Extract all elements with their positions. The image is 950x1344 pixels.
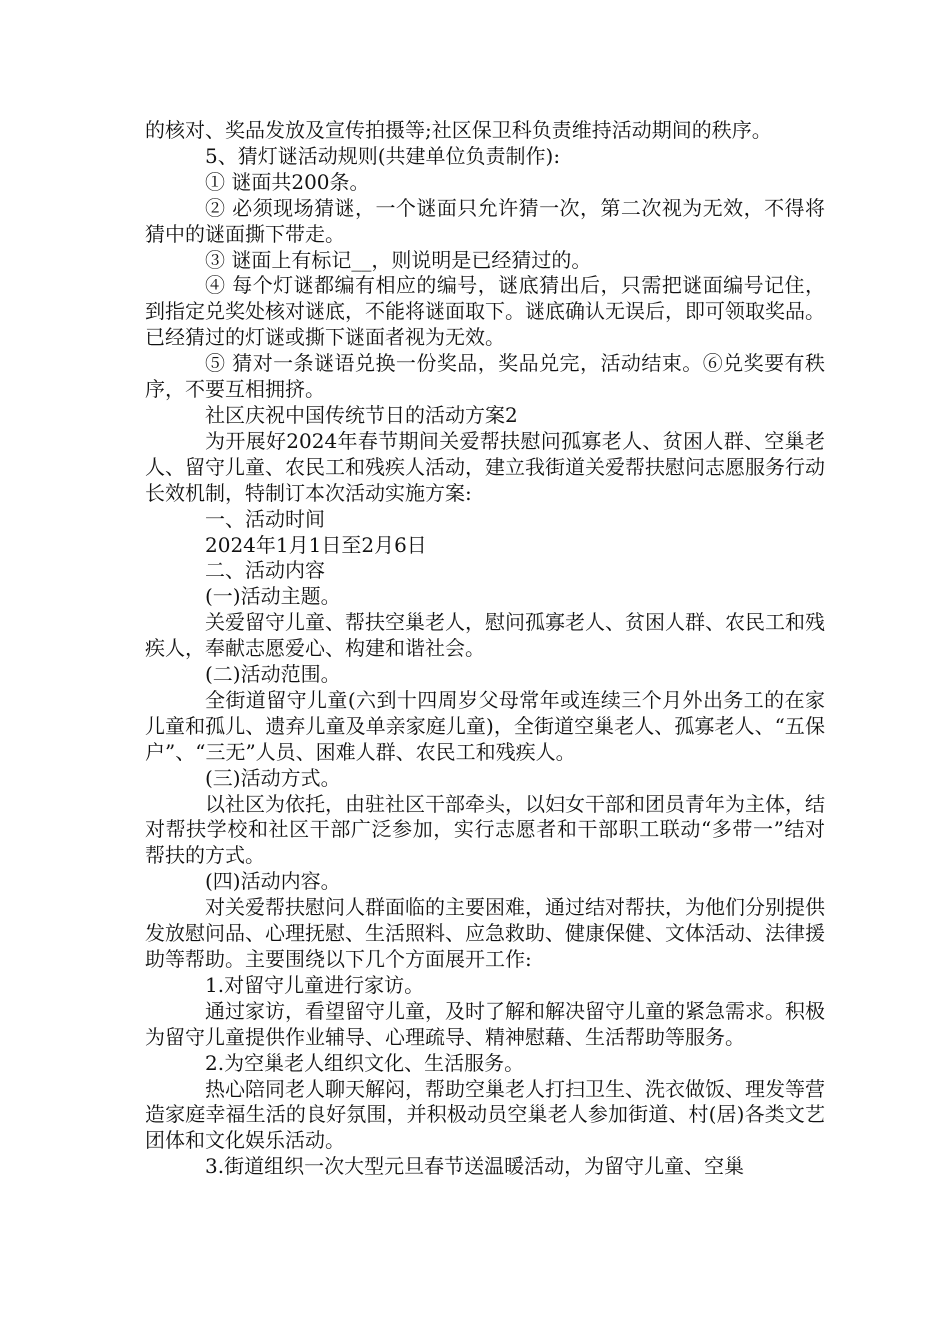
paragraph-5: ③ 谜面上有标记__，则说明是已经猜过的。 <box>205 247 592 272</box>
document-page <box>145 118 825 1180</box>
paragraph-9: 为开展好2024年春节期间关爱帮扶慰问孤寡老人、贫困人群、空巢老人、留守儿童、农民工和残疾人活动，建立我街道关爱帮扶慰问志愿服务行动长效机制，特制订本次活动实施方案: <box>145 428 825 505</box>
subheading-scope: (二)活动范围。 <box>205 662 341 687</box>
paragraph-content: 对关爱帮扶慰问人群面临的主要困难，通过结对帮扶，为他们分别提供发放慰问品、心理抚慰、生活照料、应急救助、健康保健、文体活动、法律援助等帮助。主要围绕以下几个方面展开工作: <box>145 895 825 971</box>
paragraph-method: 以社区为依托，由驻社区干部牵头，以妇女干部和团员青年为主体，结对帮扶学校和社区干部广泛参加，实行志愿者和干部职工联动“多带一”结对帮扶的方式。 <box>145 791 825 868</box>
paragraph-scope: 全街道留守儿童(六到十四周岁父母常年或连续三个月外出务工的在家儿童和孤儿、遗弃儿童及单亲家庭儿童)，全街道空巢老人、孤寡老人、“五保户”、“三无”人员、困难人群、农民工和残疾人。 <box>145 687 825 764</box>
section-heading-plan-2: 社区庆祝中国传统节日的活动方案2 <box>205 402 518 427</box>
paragraph-6: ④ 每个灯谜都编有相应的编号，谜底猜出后，只需把谜面编号记住，到指定兑奖处核对谜底，不能将谜面取下。谜底确认无误后，即可领取奖品。已经猜过的灯谜或撕下谜面者视为无效。 <box>145 273 825 350</box>
item-2-body: 热心陪同老人聊天解闷，帮助空巢老人打扫卫生、洗衣做饭、理发等营造家庭幸福生活的良好氛围，并积极动员空巢老人参加街道、村(居)各类文艺团体和文化娱乐活动。 <box>145 1076 825 1153</box>
heading-activity-time: 一、活动时间 <box>205 506 325 531</box>
subheading-theme: (一)活动主题。 <box>205 584 341 609</box>
paragraph-2: 5、猜灯谜活动规则(共建单位负责制作): <box>205 143 561 168</box>
item-1-body: 通过家访，看望留守儿童，及时了解和解决留守儿童的紧急需求。积极为留守儿童提供作业辅导、心理疏导、精神慰藉、生活帮助等服务。 <box>145 998 825 1049</box>
paragraph-1: 的核对、奖品发放及宣传拍摄等;社区保卫科负责维持活动期间的秩序。 <box>145 118 772 142</box>
item-2-heading: 2.为空巢老人组织文化、生活服务。 <box>205 1050 525 1075</box>
subheading-method: (三)活动方式。 <box>205 765 341 790</box>
heading-activity-content: 二、活动内容 <box>205 558 325 583</box>
item-1-heading: 1.对留守儿童进行家访。 <box>205 972 425 997</box>
subheading-content: (四)活动内容。 <box>205 869 341 894</box>
activity-date-range: 2024年1月1日至2月6日 <box>205 532 427 557</box>
paragraph-theme: 关爱留守儿童、帮扶空巢老人，慰问孤寡老人、贫困人群、农民工和残疾人，奉献志愿爱心、构建和谐社会。 <box>145 610 825 661</box>
paragraph-4: ② 必须现场猜谜，一个谜面只允许猜一次，第二次视为无效，不得将猜中的谜面撕下带走。 <box>145 195 825 246</box>
paragraph-7: ⑤ 猜对一条谜语兑换一份奖品，奖品兑完，活动结束。⑥兑奖要有秩序，不要互相拥挤。 <box>145 351 825 402</box>
paragraph-3: ① 谜面共200条。 <box>205 169 370 194</box>
item-3-heading: 3.街道组织一次大型元旦春节送温暖活动，为留守儿童、空巢 <box>205 1154 745 1179</box>
